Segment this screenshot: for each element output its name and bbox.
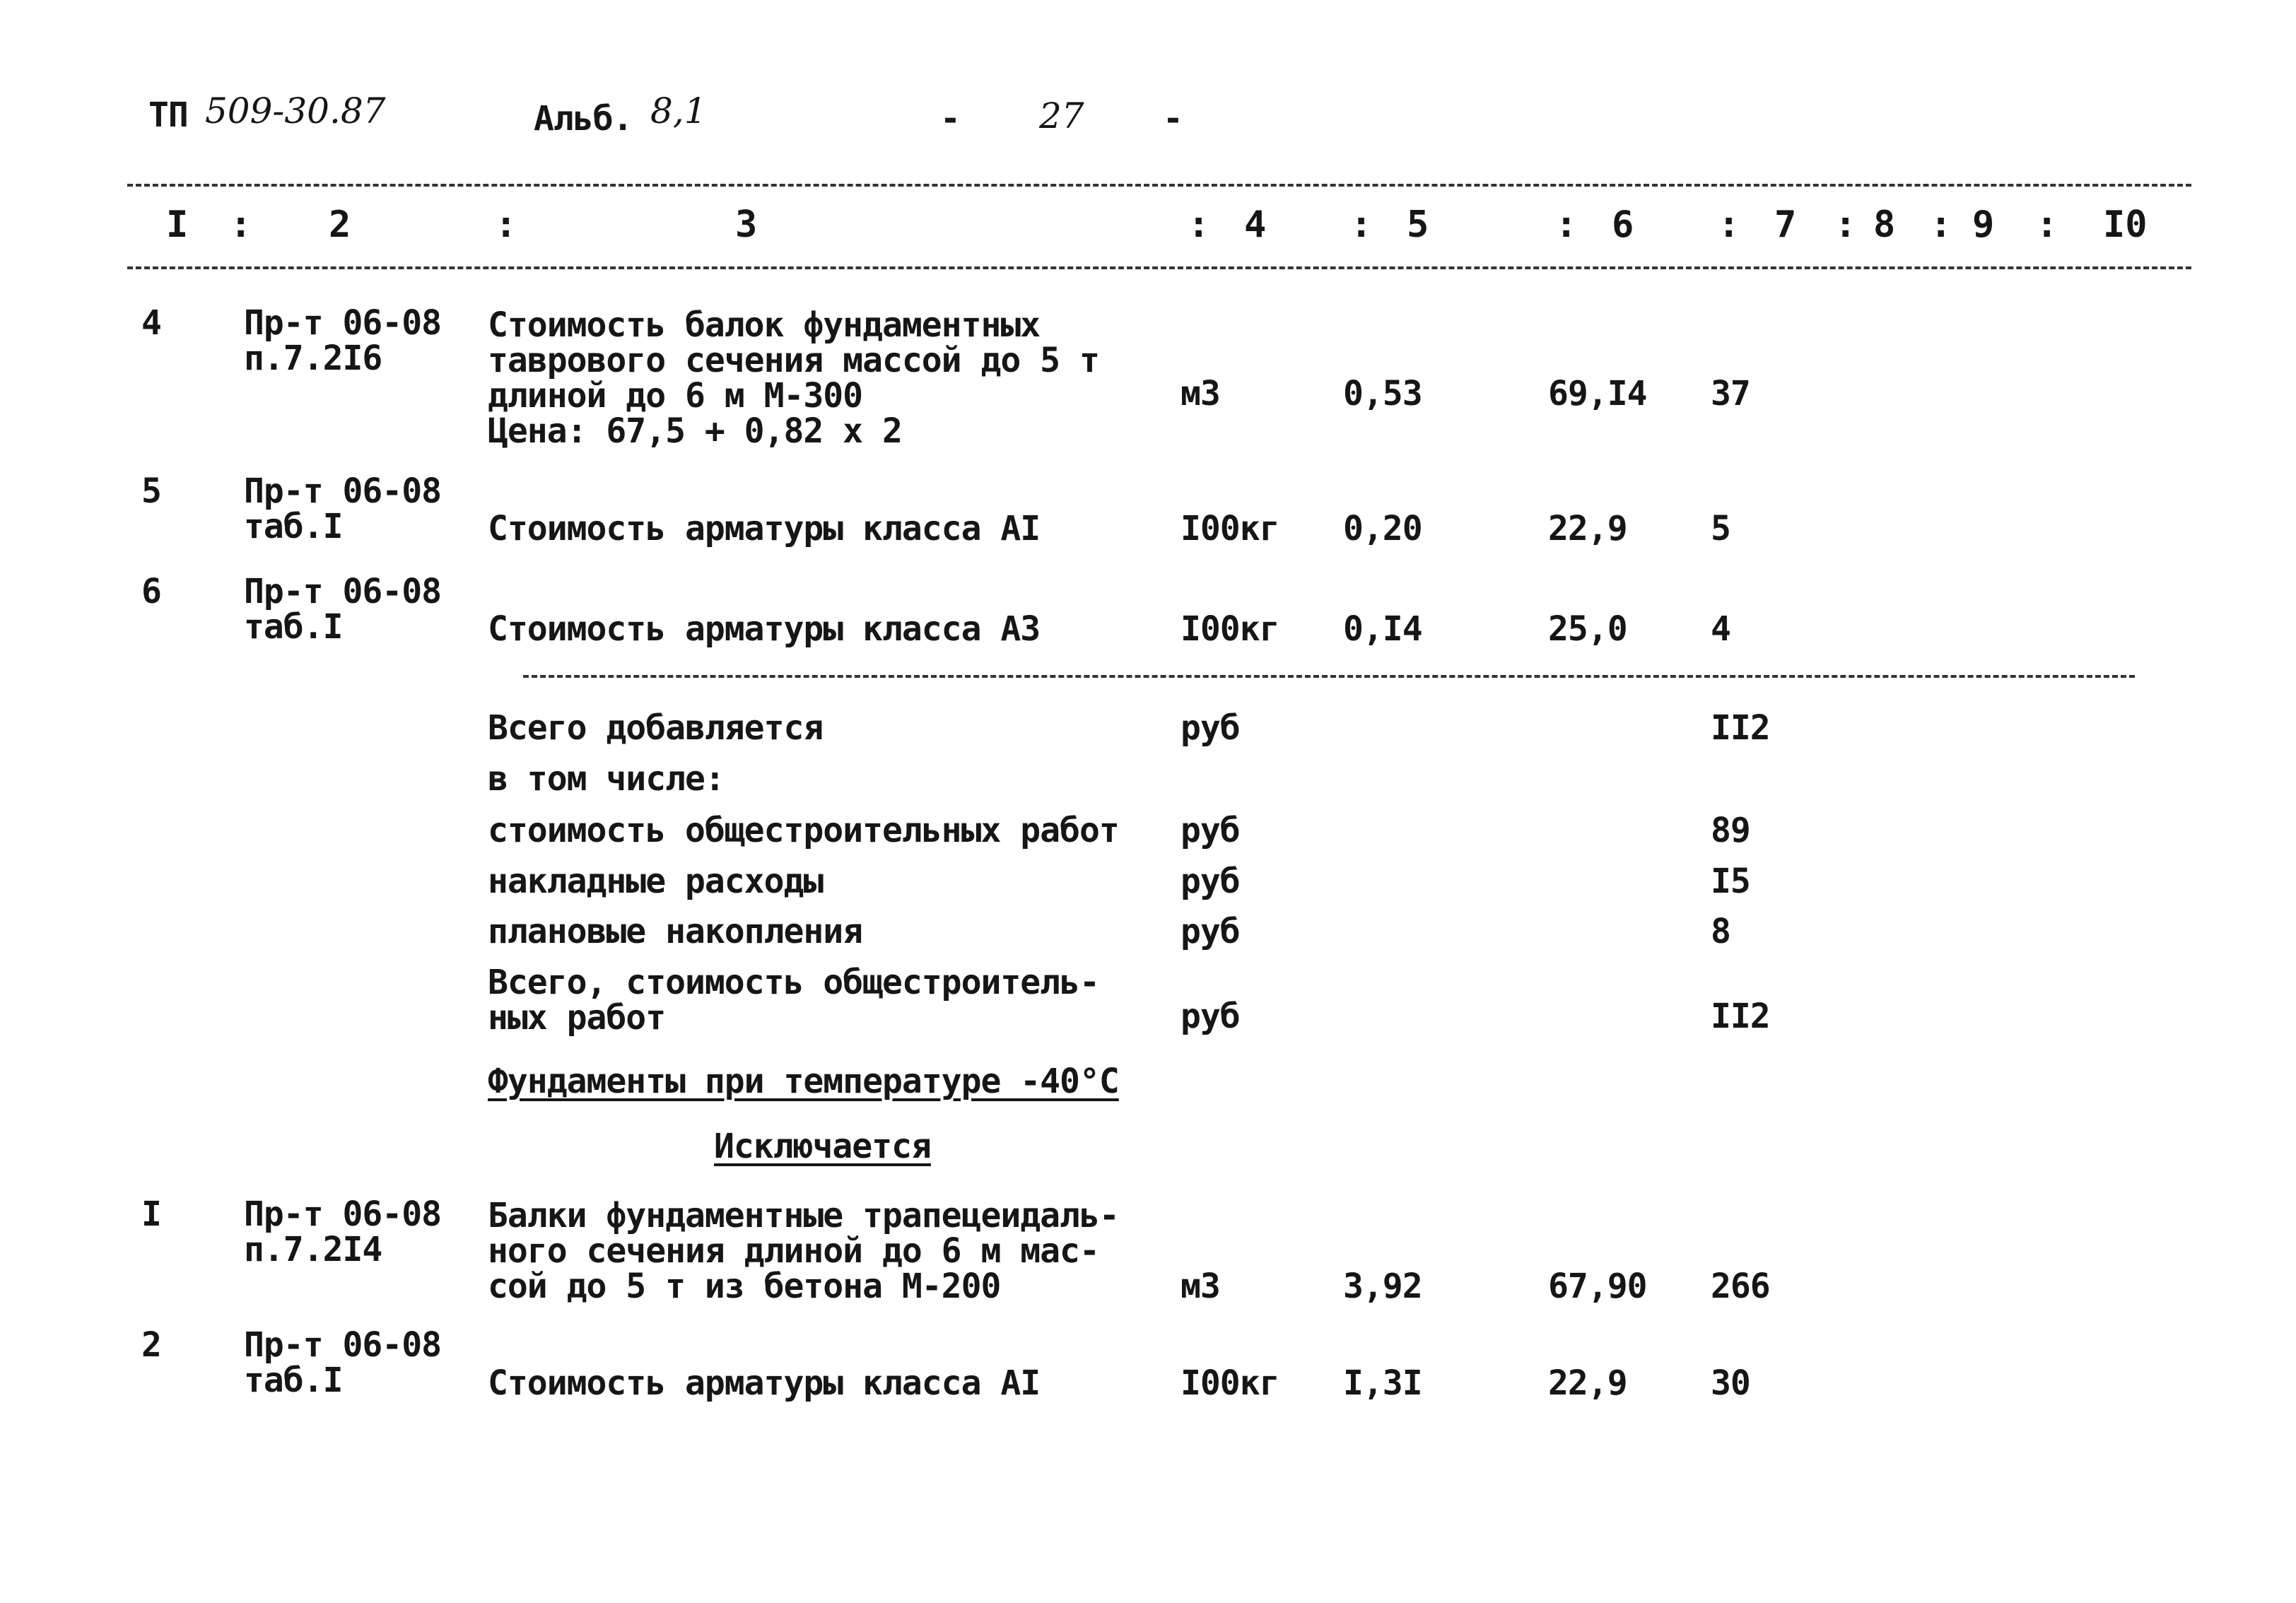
col-separator-6: :: [1718, 204, 1740, 246]
row-description: Стоимость арматуры класса А3: [488, 609, 1041, 649]
header-rule-bottom: [127, 266, 2191, 269]
summary-description: в том числе:: [488, 759, 725, 799]
row-description: Балки фундаментные трапецеидаль- ного сечения длиной до 6 м мас- сой до 5 т из бетона М-200: [488, 1196, 1119, 1306]
row-total: 37: [1711, 374, 1750, 413]
summary-unit: руб: [1181, 997, 1240, 1036]
row-description: Стоимость арматуры класса АI: [488, 509, 1041, 548]
album-label: Альб.: [534, 99, 633, 139]
col-separator-1: :: [230, 204, 252, 246]
summary-unit: руб: [1181, 811, 1240, 850]
summary-divider: [523, 675, 2135, 678]
col-header-6: 6: [1612, 204, 1634, 246]
tp-number: 509-30.87: [205, 90, 386, 131]
summary-description: Всего, стоимость общестроитель- ных работ: [488, 963, 1099, 1038]
col-header-3: 3: [735, 204, 758, 246]
col-header-5: 5: [1407, 204, 1429, 246]
header-rule-top: [127, 184, 2191, 187]
col-separator-7: :: [1834, 204, 1857, 246]
summary-description: накладные расходы: [488, 862, 824, 901]
row-number: I: [141, 1194, 161, 1234]
summary-total: I5: [1711, 862, 1750, 901]
row-reference: Пр-т 06-08 таб.I: [244, 572, 441, 647]
album-number: 8,1: [650, 90, 707, 131]
summary-unit: руб: [1181, 862, 1240, 901]
summary-total: II2: [1711, 997, 1770, 1036]
section-title: Фундаменты при температуре -40°С: [488, 1062, 1119, 1101]
row-reference: Пр-т 06-08 п.7.2I4: [244, 1194, 441, 1269]
row-unit-price: 25,0: [1548, 609, 1627, 649]
tp-label: ТП: [148, 95, 188, 135]
col-separator-9: :: [2036, 204, 2058, 246]
row-unit: I00кг: [1181, 609, 1279, 649]
row-reference: Пр-т 06-08 таб.I: [244, 1325, 441, 1400]
col-header-8: 8: [1873, 204, 1896, 246]
row-description: Стоимость балок фундаментных таврового сечения массой до 5 т длиной до 6 м М-300 Цена: 67,5 + 0,82 х 2: [488, 305, 1099, 451]
summary-total: 89: [1711, 811, 1750, 850]
row-reference: Пр-т 06-08 таб.I: [244, 471, 441, 546]
row-unit: м3: [1181, 1267, 1220, 1306]
row-quantity: I,3I: [1343, 1363, 1422, 1403]
row-quantity: 0,I4: [1343, 609, 1422, 649]
row-quantity: 0,53: [1343, 374, 1422, 413]
section-subtitle: Исключается: [714, 1127, 931, 1166]
summary-unit: руб: [1181, 912, 1240, 951]
row-total: 266: [1711, 1267, 1770, 1306]
col-header-10: I0: [2103, 204, 2148, 246]
row-number: 4: [141, 303, 161, 343]
summary-description: Всего добавляется: [488, 708, 824, 748]
summary-total: 8: [1711, 912, 1730, 951]
summary-description: плановые накопления: [488, 912, 863, 951]
col-header-9: 9: [1972, 204, 1995, 246]
row-number: 5: [141, 471, 161, 511]
summary-unit: руб: [1181, 708, 1240, 748]
col-separator-4: :: [1350, 204, 1373, 246]
col-separator-8: :: [1930, 204, 1952, 246]
col-header-1: I: [166, 204, 189, 246]
page-dash-right: -: [1163, 99, 1183, 139]
summary-total: II2: [1711, 708, 1770, 748]
col-separator-5: :: [1555, 204, 1578, 246]
row-unit-price: 69,I4: [1548, 374, 1647, 413]
page-dash-left: -: [940, 99, 960, 139]
row-unit: I00кг: [1181, 509, 1279, 548]
col-separator-2: :: [495, 204, 517, 246]
summary-description: стоимость общестроительных работ: [488, 811, 1119, 850]
row-unit-price: 67,90: [1548, 1267, 1647, 1306]
row-quantity: 3,92: [1343, 1267, 1422, 1306]
row-unit: м3: [1181, 374, 1220, 413]
col-separator-3: :: [1188, 204, 1210, 246]
row-unit-price: 22,9: [1548, 509, 1627, 548]
row-unit: I00кг: [1181, 1363, 1279, 1403]
row-number: 2: [141, 1325, 161, 1365]
row-total: 30: [1711, 1363, 1750, 1403]
row-number: 6: [141, 572, 161, 611]
row-reference: Пр-т 06-08 п.7.2I6: [244, 303, 441, 378]
page-number: 27: [1039, 95, 1084, 136]
col-header-7: 7: [1774, 204, 1797, 246]
col-header-4: 4: [1244, 204, 1267, 246]
row-description: Стоимость арматуры класса АI: [488, 1363, 1041, 1403]
col-header-2: 2: [329, 204, 351, 246]
row-total: 4: [1711, 609, 1730, 649]
row-quantity: 0,20: [1343, 509, 1422, 548]
row-unit-price: 22,9: [1548, 1363, 1627, 1403]
row-total: 5: [1711, 509, 1730, 548]
